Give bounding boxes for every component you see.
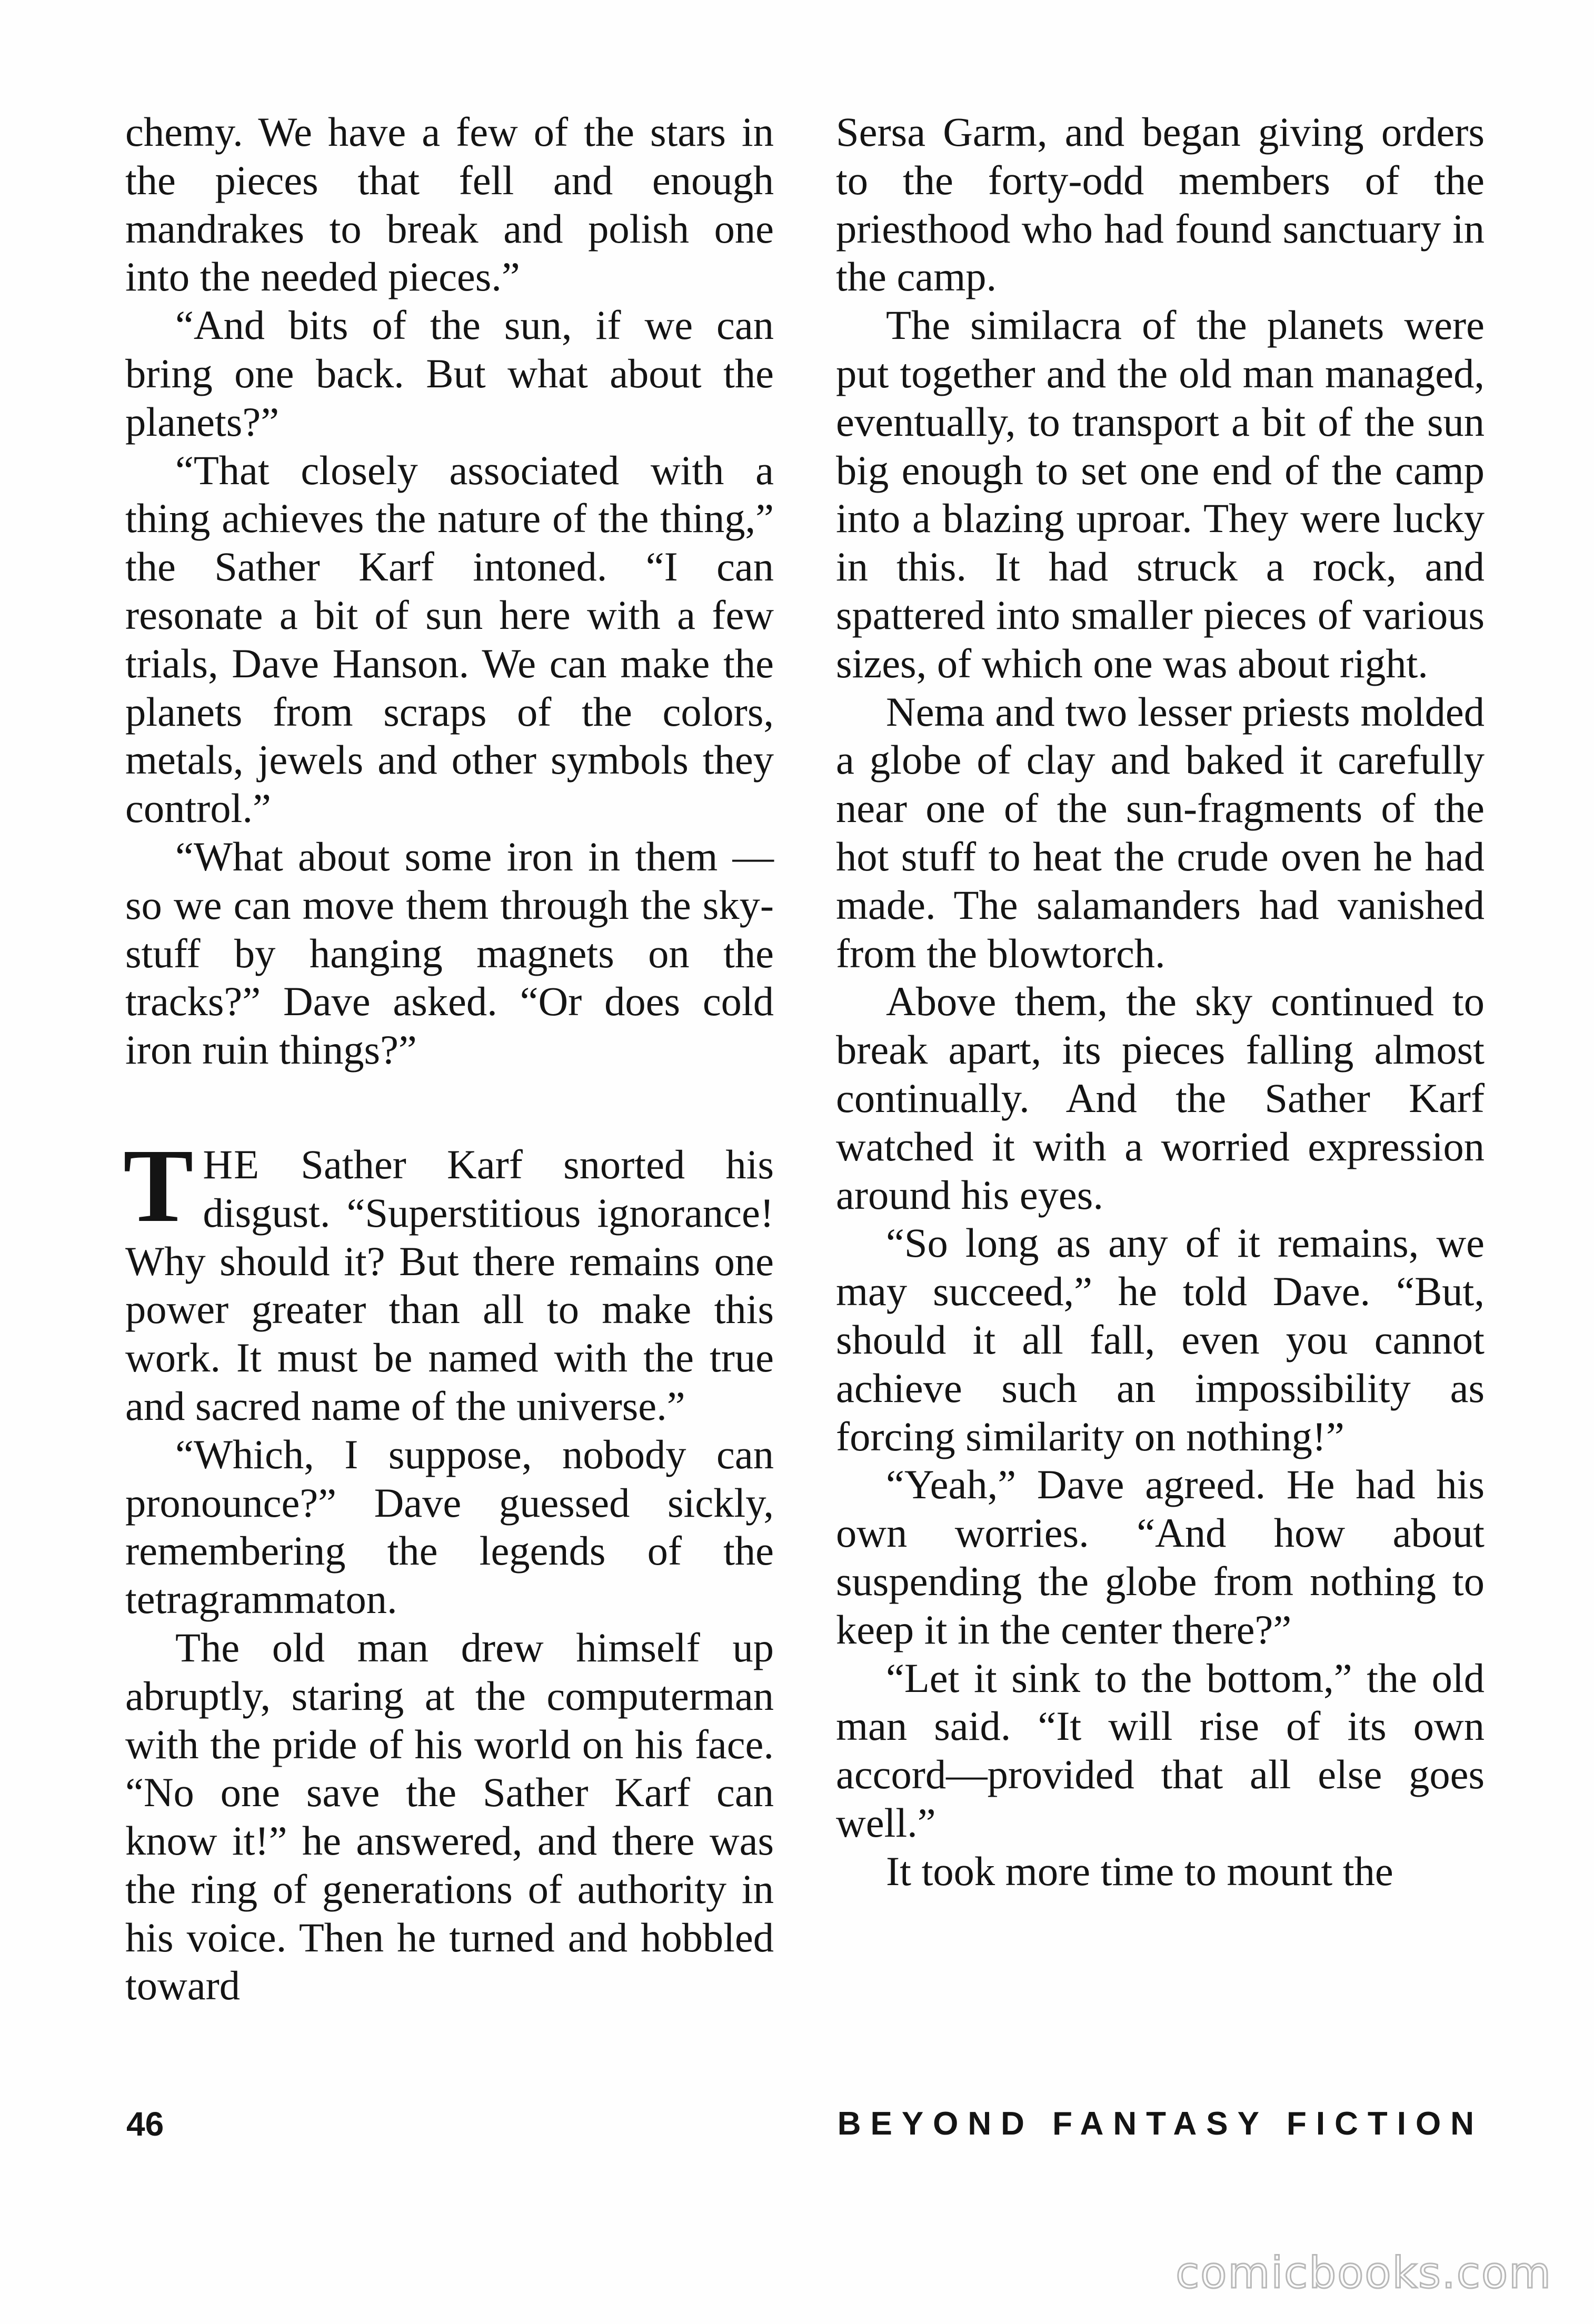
running-footer-title: BEYOND FANTASY FICTION	[837, 2106, 1483, 2142]
section-opening-paragraph	[123, 1127, 774, 1430]
left-text-column	[125, 108, 774, 2010]
paragraph: “That closely associated with a thing achieves the nature of the thing,” the Sather Karf intoned. “I can resonate a bit of sun here with a few trials, Dave Hanson. We can make the planets from scraps of the colors, metals, jewels and other symbols they control.”	[125, 447, 774, 832]
paragraph: “Let it sink to the bottom,” the old man said. “It will rise of its own accord—provided that all else goes well.”	[836, 1655, 1485, 1846]
paragraph: “Which, I suppose, nobody can pronounce?” Dave guessed sickly, remembering the legends of the tetragrammaton.	[125, 1431, 774, 1622]
drop-cap: T	[123, 1127, 194, 1244]
paragraph: “What about some iron in them —so we can move them through the sky-stuff by hanging magnets on the tracks?” Dave asked. “Or does cold iron ruin things?”	[125, 833, 774, 1073]
paragraph: Nema and two lesser priests molded a globe of clay and baked it carefully near one of the sun-fragments of the hot stuff to heat the crude oven he had made. The salamanders had vanished from the blowtorch.	[836, 688, 1485, 976]
paragraph: It took more time to mount the	[886, 1848, 1393, 1894]
paragraph: “So long as any of it remains, we may succeed,” he told Dave. “But, should it all fall, even you cannot achieve such an impossibility as forcing similarity on nothing!”	[836, 1220, 1485, 1459]
page-number: 46	[126, 2105, 164, 2143]
paragraph: “Yeah,” Dave agreed. He had his own worries. “And how about suspending the globe from nothing to keep it in the center there?”	[836, 1461, 1485, 1652]
paragraph: The similacra of the planets were put together and the old man managed, eventually, to transport a bit of the sun big enough to set one end of the camp into a blazing uproar. They were lucky in this. It had struck a rock, and spattered into smaller pieces of various sizes, of which one was about right.	[836, 302, 1485, 686]
small-caps-lead: HE	[203, 1141, 261, 1187]
paragraph: Sersa Garm, and began giving orders to the forty-odd members of the priesthood who had found sanctuary in the camp.	[836, 109, 1485, 300]
paragraph: Above them, the sky continued to break apart, its pieces falling almost continually. And the Sather Karf watched it with a worried expression around his eyes.	[836, 978, 1485, 1218]
paragraph: “And bits of the sun, if we can bring one back. But what about the planets?”	[125, 302, 774, 445]
watermark: comicbooks.com	[1175, 2248, 1552, 2298]
paragraph-text: Sather Karf snorted his disgust. “Superstitious ignorance! Why should it? But there remains one power greater than all to make this work. It must be named with the true and sacred name of the universe.”	[125, 1141, 774, 1429]
paragraph: The old man drew himself up abruptly, staring at the computerman with the pride of his world on his face. “No one save the Sather Karf can know it!” he answered, and there was the ring of generations of authority in his voice. Then he turned and hobbled toward	[125, 1624, 774, 2009]
right-text-column	[836, 108, 1485, 1895]
paragraph: chemy. We have a few of the stars in the pieces that fell and enough mandrakes to break and polish one into the needed pieces.”	[125, 109, 774, 300]
